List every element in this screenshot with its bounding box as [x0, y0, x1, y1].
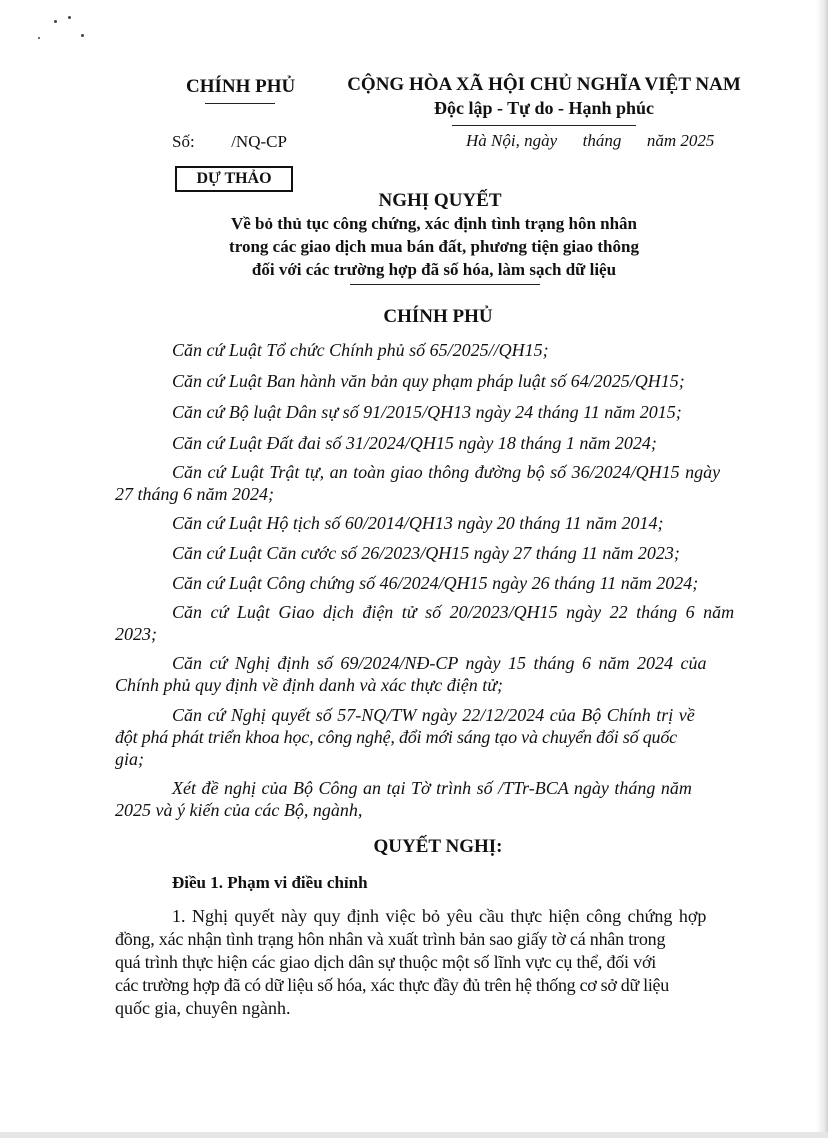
- clause-line: 1. Nghị quyết này quy định việc bỏ yêu cầu thực hiện công chứng hợp: [172, 906, 707, 926]
- scan-speck: [81, 34, 84, 37]
- place-date: Hà Nội, ngày tháng năm 2025: [466, 131, 715, 150]
- legal-basis-line: Căn cứ Luật Giao dịch điện tử số 20/2023/QH15 ngày 22 tháng 6 năm: [172, 602, 735, 622]
- number-label: Số:: [172, 132, 195, 151]
- legal-basis-line: Xét đề nghị của Bộ Công an tại Tờ trình số /TTr-BCA ngày tháng năm: [172, 778, 692, 798]
- issuer-underline: [205, 103, 275, 104]
- legal-basis-line: Căn cứ Luật Hộ tịch số 60/2014/QH13 ngày 20 tháng 11 năm 2014;: [172, 513, 664, 533]
- legal-basis-line: gia;: [115, 749, 144, 769]
- clause-line: đồng, xác nhận tình trạng hôn nhân và xuất trình bản sao giấy tờ cá nhân trong: [115, 929, 666, 949]
- subject-line: Về bỏ thủ tục công chứng, xác định tình trạng hôn nhân: [230, 214, 638, 233]
- legal-basis-line: Căn cứ Luật Tổ chức Chính phủ số 65/2025//QH15;: [172, 340, 549, 360]
- legal-basis-line: Căn cứ Nghị định số 69/2024/NĐ-CP ngày 15 tháng 6 năm 2024 của: [172, 653, 707, 673]
- legal-basis-line: đột phá phát triển khoa học, công nghệ, đổi mới sáng tạo và chuyển đổi số quốc: [115, 727, 677, 747]
- motto-underline: [452, 125, 636, 126]
- scan-edge-shadow: [816, 0, 828, 1138]
- legal-basis-line: 27 tháng 6 năm 2024;: [115, 484, 274, 504]
- legal-basis-line: 2025 và ý kiến của các Bộ, ngành,: [115, 800, 363, 820]
- legal-basis-line: Căn cứ Luật Trật tự, an toàn giao thông đường bộ số 36/2024/QH15 ngày: [172, 462, 721, 482]
- scan-speck: [68, 16, 71, 19]
- legal-basis-line: 2023;: [115, 624, 157, 644]
- draft-stamp: DỰ THẢO: [175, 166, 293, 192]
- legal-basis-line: Căn cứ Luật Đất đai số 31/2024/QH15 ngày 18 tháng 1 năm 2024;: [172, 433, 657, 453]
- article-title: Điều 1. Phạm vi điều chỉnh: [172, 873, 368, 892]
- document-number: [172, 132, 287, 152]
- decision-heading: QUYẾT NGHỊ:: [373, 836, 503, 857]
- authority-heading: CHÍNH PHỦ: [383, 306, 493, 327]
- legal-basis-line: Căn cứ Nghị quyết số 57-NQ/TW ngày 22/12/2024 của Bộ Chính trị về: [172, 705, 695, 725]
- scan-speck: [54, 20, 57, 23]
- legal-basis-line: Căn cứ Luật Căn cước số 26/2023/QH15 ngày 27 tháng 11 năm 2023;: [172, 543, 680, 563]
- subject-underline: [350, 284, 540, 285]
- legal-basis-line: Căn cứ Bộ luật Dân sự số 91/2015/QH13 ngày 24 tháng 11 năm 2015;: [172, 402, 682, 422]
- legal-basis-line: Căn cứ Luật Công chứng số 46/2024/QH15 ngày 26 tháng 11 năm 2024;: [172, 573, 699, 593]
- document-type: NGHỊ QUYẾT: [378, 190, 502, 211]
- subject-line: đối với các trường hợp đã số hóa, làm sạch dữ liệu: [251, 260, 617, 279]
- subject-line: trong các giao dịch mua bán đất, phương tiện giao thông: [229, 237, 639, 256]
- national-title: CỘNG HÒA XÃ HỘI CHỦ NGHĨA VIỆT NAM: [347, 74, 741, 95]
- scan-speck: [38, 37, 40, 39]
- number-value: /NQ-CP: [231, 132, 287, 151]
- scan-bottom-edge: [0, 1132, 828, 1138]
- legal-basis-line: Căn cứ Luật Ban hành văn bản quy phạm pháp luật số 64/2025/QH15;: [172, 371, 685, 391]
- national-motto: Độc lập - Tự do - Hạnh phúc: [433, 98, 655, 118]
- clause-line: quá trình thực hiện các giao dịch dân sự thuộc một số lĩnh vực cụ thể, đối với: [115, 952, 657, 972]
- legal-basis-line: Chính phủ quy định về định danh và xác thực điện tử;: [115, 675, 504, 695]
- clause-line: quốc gia, chuyên ngành.: [115, 998, 291, 1018]
- clause-line: các trường hợp đã có dữ liệu số hóa, xác thực đầy đủ trên hệ thống cơ sở dữ liệu: [115, 975, 669, 995]
- issuer-name: CHÍNH PHỦ: [186, 76, 296, 97]
